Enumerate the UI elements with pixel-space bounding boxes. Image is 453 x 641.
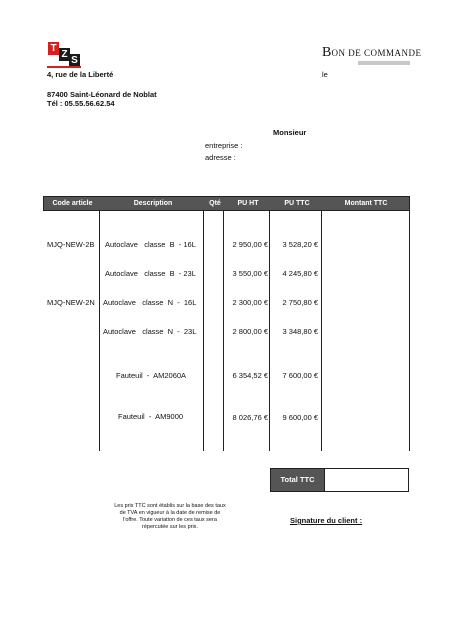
row-4-description: Autoclave classe N - 23L bbox=[103, 327, 197, 336]
column-divider bbox=[99, 211, 100, 451]
row-1-pu-ht: 2 950,00 € bbox=[232, 240, 268, 249]
column-divider bbox=[321, 211, 322, 451]
column-divider bbox=[203, 211, 204, 451]
date-label: le bbox=[322, 70, 328, 79]
column-divider bbox=[409, 211, 410, 451]
title-underline-bar bbox=[358, 61, 410, 65]
row-4-pu-ht: 2 800,00 € bbox=[232, 327, 268, 336]
company-logo bbox=[47, 42, 81, 70]
title-part-1: ON DE bbox=[331, 48, 365, 58]
vat-note bbox=[95, 503, 245, 531]
header-qte: Qté bbox=[209, 200, 221, 207]
row-5-pu-ttc: 7 600,00 € bbox=[282, 371, 318, 380]
signature-label: Signature du client : bbox=[290, 516, 363, 525]
logo-underline bbox=[47, 66, 81, 68]
header-montant: Montant TTC bbox=[344, 200, 388, 207]
client-adresse-label: adresse : bbox=[205, 153, 236, 162]
company-city: 87400 Saint-Léonard de Noblat bbox=[47, 90, 157, 99]
row-1-description: Autoclave classe B - 16L bbox=[105, 240, 196, 249]
company-street: 4, rue de la Liberté bbox=[47, 70, 114, 79]
client-title: Monsieur bbox=[273, 128, 307, 137]
logo-letter-s: S bbox=[69, 54, 80, 67]
row-2-pu-ttc: 4 245,80 € bbox=[282, 269, 318, 278]
total-divider bbox=[324, 469, 325, 491]
row-3-pu-ttc: 2 750,80 € bbox=[282, 298, 318, 307]
header-pu-ht: PU HT bbox=[237, 200, 259, 207]
total-label: Total TTC bbox=[271, 469, 324, 491]
row-1-code: MJQ-NEW-2B bbox=[47, 240, 95, 249]
client-entreprise-label: entreprise : bbox=[205, 141, 243, 150]
row-2-description: Autoclave classe B - 23L bbox=[105, 269, 196, 278]
row-6-pu-ht: 8 026,76 € bbox=[232, 413, 268, 422]
company-phone: Tél : 05.55.56.62.54 bbox=[47, 99, 115, 108]
row-4-pu-ttc: 3 348,80 € bbox=[282, 327, 318, 336]
logo-letter-t: T bbox=[48, 42, 59, 55]
title-part-2: COMMANDE bbox=[364, 48, 422, 58]
document-title bbox=[322, 44, 422, 61]
total-box bbox=[270, 468, 409, 492]
header-pu-ttc: PU TTC bbox=[284, 200, 310, 207]
row-2-pu-ht: 3 550,00 € bbox=[232, 269, 268, 278]
vat-note-line: Les prix TTC sont établis sur la base des taux bbox=[114, 503, 226, 509]
logo-letter-z: Z bbox=[59, 48, 70, 61]
row-6-description: Fauteuil - AM9000 bbox=[118, 412, 184, 421]
vat-note-line: répercutée sur les prix. bbox=[142, 524, 198, 530]
header-description: Description bbox=[133, 200, 173, 207]
row-5-pu-ht: 6 354,52 € bbox=[232, 371, 268, 380]
row-1-pu-ttc: 3 528,20 € bbox=[282, 240, 318, 249]
title-initial: B bbox=[322, 45, 332, 60]
row-5-description: Fauteuil - AM2060A bbox=[116, 371, 187, 380]
header-code: Code article bbox=[52, 200, 93, 207]
vat-note-line: de TVA en vigueur à la date de remise de bbox=[119, 510, 221, 516]
row-3-pu-ht: 2 300,00 € bbox=[232, 298, 268, 307]
vat-note-line: l'offre. Toute variation de ces taux sera bbox=[123, 517, 217, 523]
order-table bbox=[43, 196, 410, 451]
row-3-code: MJQ-NEW-2N bbox=[47, 298, 95, 307]
row-3-description: Autoclave classe N - 16L bbox=[103, 298, 197, 307]
row-6-pu-ttc: 9 600,00 € bbox=[282, 413, 318, 422]
table-header bbox=[43, 196, 410, 211]
